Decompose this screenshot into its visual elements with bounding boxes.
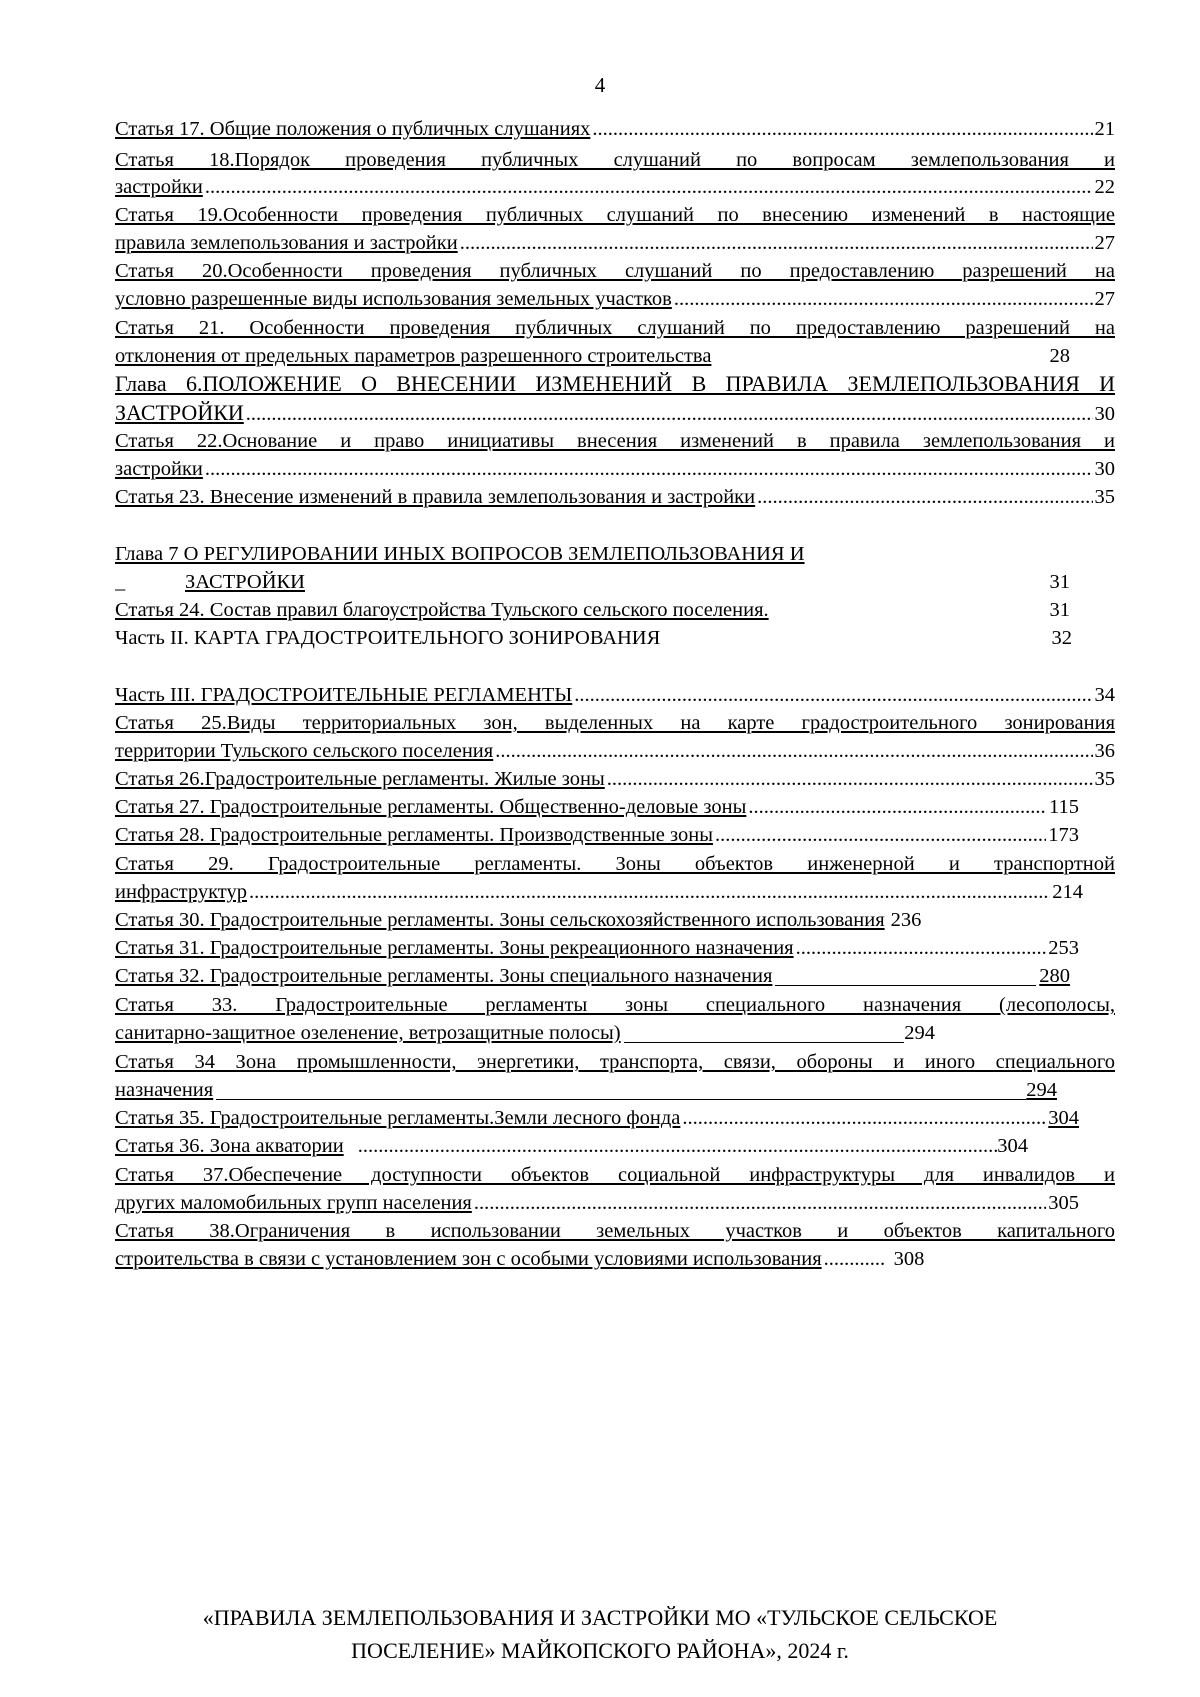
toc-entry-title: Статья 17. Общие положения о публичных слушаниях (115, 118, 591, 140)
toc-page-number: 31 (1049, 599, 1070, 621)
toc-leader-dots (592, 114, 1092, 144)
toc-chapter-title-cont: ЗАСТРОЙКИ (185, 571, 305, 593)
toc-page-number: 294 (1026, 1079, 1057, 1101)
toc-page-number: 22 (1094, 176, 1115, 198)
toc-page-number: 35 (1094, 768, 1115, 790)
toc-entry-title-cont: других маломобильных групп населения (115, 1192, 472, 1214)
toc-chapter7-line1[interactable] (115, 539, 1015, 569)
toc-entry-art18-line2[interactable] (115, 172, 1115, 202)
toc-underline-filler (216, 1099, 1026, 1100)
toc-entry-art24[interactable] (115, 595, 1115, 625)
toc-chapter-title-cont: ЗАСТРОЙКИ (115, 400, 244, 425)
toc-entry-title: Статья 37.Обеспечение доступности объектов социальной инфраструктуры для инвалидов и (115, 1164, 1115, 1186)
toc-entry-title-cont: правила землепользования и застройки (115, 232, 458, 254)
toc-entry-title-cont: застройки (115, 458, 203, 480)
toc-leader-dots (358, 1131, 998, 1161)
toc-entry-art35[interactable] (115, 1103, 1115, 1133)
toc-leader-dots (674, 284, 1093, 314)
toc-page-number: 214 (1052, 881, 1083, 903)
toc-entry-title: Статья 35. Градостроительные регламенты.Земли лесного фонда (115, 1107, 681, 1129)
toc-leader-dots (574, 680, 1092, 710)
toc-chapter6-line2[interactable] (115, 398, 1115, 428)
toc-entry-title-cont: назначения (115, 1079, 214, 1101)
toc-entry-title: Статья 20.Особенности проведения публичных слушаний по предоставлению разрешений на (115, 260, 1115, 282)
toc-part-title: Часть III. ГРАДОСТРОИТЕЛЬНЫЕ РЕГЛАМЕНТЫ (115, 684, 573, 706)
toc-leader-dots (246, 399, 1093, 428)
toc-entry-title: Статья 31. Градостроительные регламенты. Зоны рекреационного назначения (115, 937, 794, 959)
toc-entry-art18-line1[interactable] (115, 145, 1115, 175)
toc-page-number: 30 (1094, 458, 1115, 480)
toc-entry-art20-line1[interactable] (115, 256, 1115, 286)
toc-chapter-title: ПОЛОЖЕНИЕ О ВНЕСЕНИИ ИЗМЕНЕНИЙ В ПРАВИЛА ЗЕМЛЕПОЛЬЗОВАНИЯ И (202, 371, 1115, 396)
toc-entry-art21-line2[interactable] (115, 341, 1115, 371)
toc-entry-title: Статья 25.Виды территориальных зон, выделенных на карте градостроительного зонирования (115, 712, 1115, 734)
toc-entry-title: Статья 21. Особенности проведения публичных слушаний по предоставлению разрешений на (115, 317, 1115, 339)
footer-line-1: «ПРАВИЛА ЗЕМЛЕПОЛЬЗОВАНИЯ И ЗАСТРОЙКИ МО «ТУЛЬСКОЕ СЕЛЬСКОЕ (202, 1605, 998, 1630)
toc-page-number: 173 (1048, 824, 1079, 846)
toc-entry-title-cont: застройки (115, 176, 203, 198)
toc-leader-dots (607, 764, 1093, 794)
document-footer (0, 1601, 1200, 1667)
toc-entry-title-cont: условно разрешенные виды использования земельных участков (115, 288, 672, 310)
toc-entry-art20-line2[interactable] (115, 284, 1115, 314)
toc-part3[interactable] (115, 680, 1115, 710)
toc-entry-title: Статья 26.Градостроительные регламенты. Жилые зоны (115, 768, 605, 790)
toc-leader-dots (748, 792, 1047, 822)
toc-entry-title-cont: строительства в связи с установлением зон с особыми условиями использования (115, 1248, 822, 1270)
toc-entry-title-cont: санитарно-защитное озеленение, ветрозащитные полосы) (115, 1022, 621, 1044)
toc-entry-art25-line1[interactable] (115, 708, 1115, 738)
toc-entry-art31[interactable] (115, 933, 1115, 963)
toc-entry-art38-line2[interactable] (115, 1244, 1115, 1274)
toc-leader-dots (796, 933, 1047, 963)
toc-page-number: 34 (1094, 684, 1115, 706)
toc-entry-title: Статья 30. Градостроительные регламенты. Зоны сельскохозяйственного использования (115, 909, 885, 931)
toc-entry-art36[interactable] (115, 1131, 1028, 1161)
toc-page-number: 27 (1094, 288, 1115, 310)
toc-leader-dots (824, 1244, 884, 1274)
toc-entry-art32[interactable] (115, 961, 1115, 991)
toc-entry-title-cont: территории Тульского сельского поселения (115, 740, 494, 762)
toc-page-number: 21 (1094, 118, 1115, 140)
toc-entry-title: Статья 23. Внесение изменений в правила землепользования и застройки (115, 486, 756, 508)
toc-entry-art33-line1[interactable] (115, 990, 1115, 1020)
toc-entry-title: Статья 18.Порядок проведения публичных слушаний по вопросам землепользования и (115, 149, 1115, 171)
toc-entry-art17[interactable] (115, 114, 1115, 144)
toc-entry-title: Статья 28. Градостроительные регламенты. Производственные зоны (115, 824, 713, 846)
toc-page-number: 36 (1094, 740, 1115, 762)
toc-part-title: Часть II. КАРТА ГРАДОСТРОИТЕЛЬНОГО ЗОНИРОВАНИЯ (115, 627, 661, 649)
toc-page-number: 305 (1048, 1192, 1079, 1214)
toc-entry-title: Статья 19.Особенности проведения публичных слушаний по внесению изменений в настоящие (115, 204, 1115, 226)
toc-underline-filler (624, 1042, 905, 1043)
toc-entry-art25-line2[interactable] (115, 736, 1115, 766)
footer-line-2: ПОСЕЛЕНИЕ» МАЙКОПСКОГО РАЙОНА», 2024 г. (351, 1638, 849, 1663)
toc-entry-art29-line1[interactable] (115, 849, 1115, 879)
toc-page-number: 236 (890, 909, 922, 931)
toc-leader-dots (474, 1188, 1046, 1218)
toc-page-number: 280 (1039, 965, 1070, 987)
toc-chapter-prefix: Глава 6. (115, 371, 203, 396)
toc-page-number: 28 (1049, 345, 1070, 367)
toc-leader-dots (757, 482, 1092, 512)
toc-entry-art23[interactable] (115, 482, 1115, 512)
toc-page-number: 304 (1048, 1107, 1079, 1129)
toc-page-number: 35 (1094, 486, 1115, 508)
toc-entry-title: Статья 24. Состав правил благоустройства Тульского сельского поселения. (115, 599, 769, 621)
toc-leader-dots (205, 172, 1093, 202)
toc-leader-dots (715, 820, 1046, 850)
toc-leader-dots (460, 228, 1093, 258)
toc-entry-art29-line2[interactable] (115, 877, 1115, 907)
toc-page-number: 294 (904, 1022, 935, 1044)
toc-entry-title: Статья 38.Ограничения в использовании земельных участков и объектов капитального (115, 1220, 1115, 1242)
toc-entry-art38-line1[interactable] (115, 1216, 1115, 1246)
toc-entry-art37-line2[interactable] (115, 1188, 1115, 1218)
toc-chapter7-line2[interactable] (115, 567, 1115, 597)
toc-entry-art37-line1[interactable] (115, 1160, 1115, 1190)
toc-entry-art33-line2[interactable] (115, 1018, 935, 1048)
toc-page-number: 115 (1049, 796, 1079, 818)
toc-entry-title: Статья 29. Градостроительные регламенты. Зоны объектов инженерной и транспортной (115, 853, 1115, 875)
toc-leader-dots (495, 736, 1092, 766)
toc-entry-art27[interactable] (115, 792, 1115, 822)
toc-entry-title: Статья 27. Градостроительные регламенты. Общественно-деловые зоны (115, 796, 747, 818)
toc-entry-title-cont: отклонения от предельных параметров разрешенного строительства (115, 345, 712, 367)
toc-page-number: 308 (893, 1248, 925, 1270)
toc-entry-art34-line2[interactable] (115, 1075, 1057, 1105)
toc-underline-filler (775, 985, 1036, 986)
toc-page-number: 253 (1048, 937, 1079, 959)
toc-chapter6-line1[interactable] (115, 369, 1115, 399)
toc-leader-dots (682, 1103, 1046, 1133)
toc-chapter-title: Глава 7 О РЕГУЛИРОВАНИИ ИНЫХ ВОПРОСОВ ЗЕМЛЕПОЛЬЗОВАНИЯ И (115, 543, 805, 565)
toc-chapter-mark: _ (115, 571, 126, 593)
toc-entry-art30[interactable] (115, 905, 1115, 935)
toc-entry-art26[interactable] (115, 764, 1115, 794)
toc-leader-dots (249, 877, 1050, 907)
toc-part2[interactable] (115, 623, 1115, 653)
toc-page-number: 31 (1049, 571, 1070, 593)
toc-entry-art22-line2[interactable] (115, 454, 1115, 484)
toc-page-number: 30 (1094, 403, 1115, 425)
page-number: 4 (594, 73, 606, 97)
toc-entry-art28[interactable] (115, 820, 1115, 850)
toc-leader-dots (205, 454, 1093, 484)
toc-entry-art19-line2[interactable] (115, 228, 1115, 258)
toc-entry-title: Статья 22.Основание и право инициативы внесения изменений в правила землепользования и (115, 430, 1115, 452)
toc-entry-art34-line1[interactable] (115, 1047, 1115, 1077)
toc-page-number: 27 (1094, 232, 1115, 254)
toc-entry-art22-line1[interactable] (115, 426, 1115, 456)
toc-entry-title-cont: инфраструктур (115, 881, 247, 903)
toc-page-number: 32 (1051, 627, 1072, 649)
toc-entry-art19-line1[interactable] (115, 200, 1115, 230)
toc-entry-title: Статья 36. Зона акватории (115, 1135, 344, 1157)
toc-entry-title: Статья 33. Градостроительные регламенты зоны специального назначения (лесополосы, (115, 994, 1115, 1016)
toc-entry-title: Статья 32. Градостроительные регламенты. Зоны специального назначения (115, 965, 773, 987)
toc-page-number: 304 (997, 1135, 1028, 1157)
toc-entry-title: Статья 34 Зона промышленности, энергетики, транспорта, связи, обороны и иного специального (115, 1051, 1115, 1073)
toc-entry-art21-line1[interactable] (115, 313, 1115, 343)
